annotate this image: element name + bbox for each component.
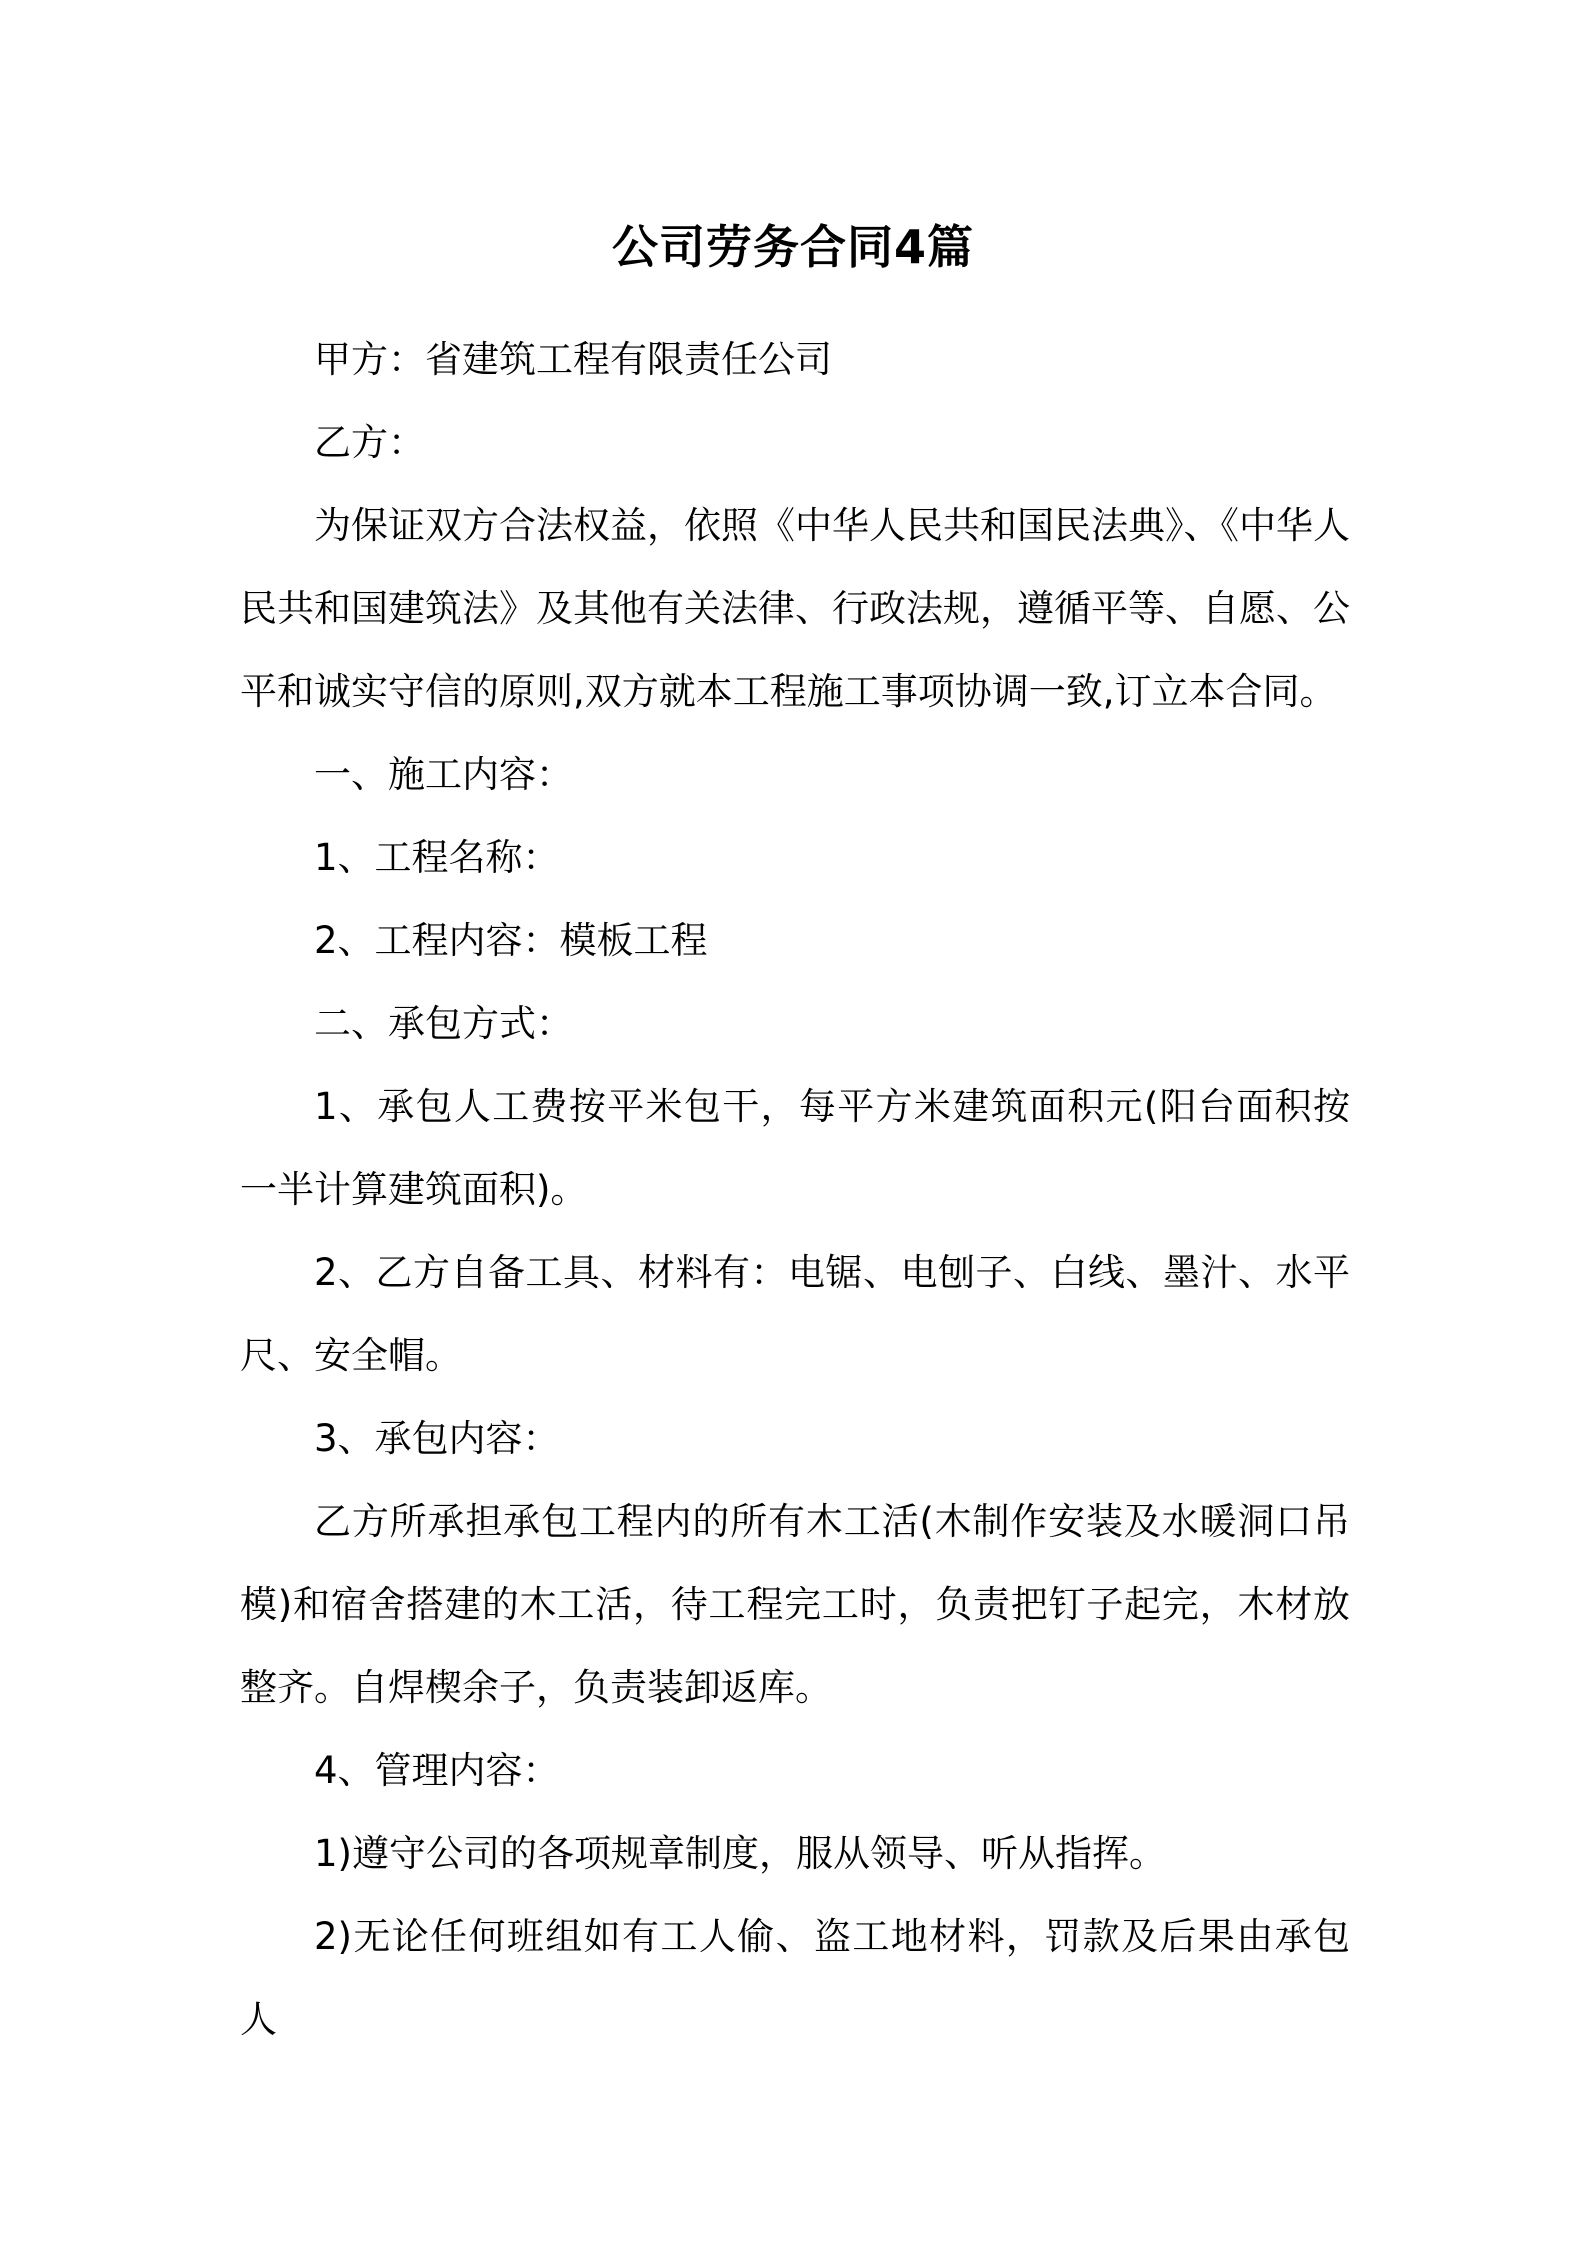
section-heading-contract-method: 二、承包方式： xyxy=(314,1002,573,1045)
section-heading-construction: 一、施工内容： xyxy=(314,753,573,796)
document-title: 公司劳务合同4篇 xyxy=(611,220,974,274)
management-rule-2: 2)无论任何班组如有工人偷、盗工地材料，罚款及后果由承包人 xyxy=(240,1915,1350,2041)
project-content-line: 2、工程内容：模板工程 xyxy=(314,919,708,962)
labor-cost-clause: 1、承包人工费按平米包干，每平方米建筑面积元(阳台面积按一半计算建筑面积)。 xyxy=(240,1085,1350,1211)
project-name-line: 1、工程名称： xyxy=(314,836,560,879)
contract-content-paragraph: 乙方所承担承包工程内的所有木工活(木制作安装及水暖洞口吊模)和宿舍搭建的木工活，待工程完工时，负责把钉子起完，木材放整齐。自焊楔余子，负责装卸返库。 xyxy=(240,1500,1350,1709)
management-rule-1: 1)遵守公司的各项规章制度，服从领导、听从指挥。 xyxy=(314,1832,1166,1875)
party-a-line: 甲方：省建筑工程有限责任公司 xyxy=(314,338,832,381)
management-heading: 4、管理内容： xyxy=(314,1749,560,1792)
contract-content-heading: 3、承包内容： xyxy=(314,1417,560,1460)
party-b-line: 乙方： xyxy=(314,421,425,464)
document-body xyxy=(240,318,1350,2061)
preamble-paragraph: 为保证双方合法权益，依照《中华人民共和国民法典》、《中华人民共和国建筑法》及其他有关法律、行政法规，遵循平等、自愿、公平和诚实守信的原则,双方就本工程施工事项协调一致,订立本合同。 xyxy=(240,504,1350,713)
tools-clause: 2、乙方自备工具、材料有：电锯、电刨子、白线、墨汁、水平尺、安全帽。 xyxy=(240,1251,1350,1377)
